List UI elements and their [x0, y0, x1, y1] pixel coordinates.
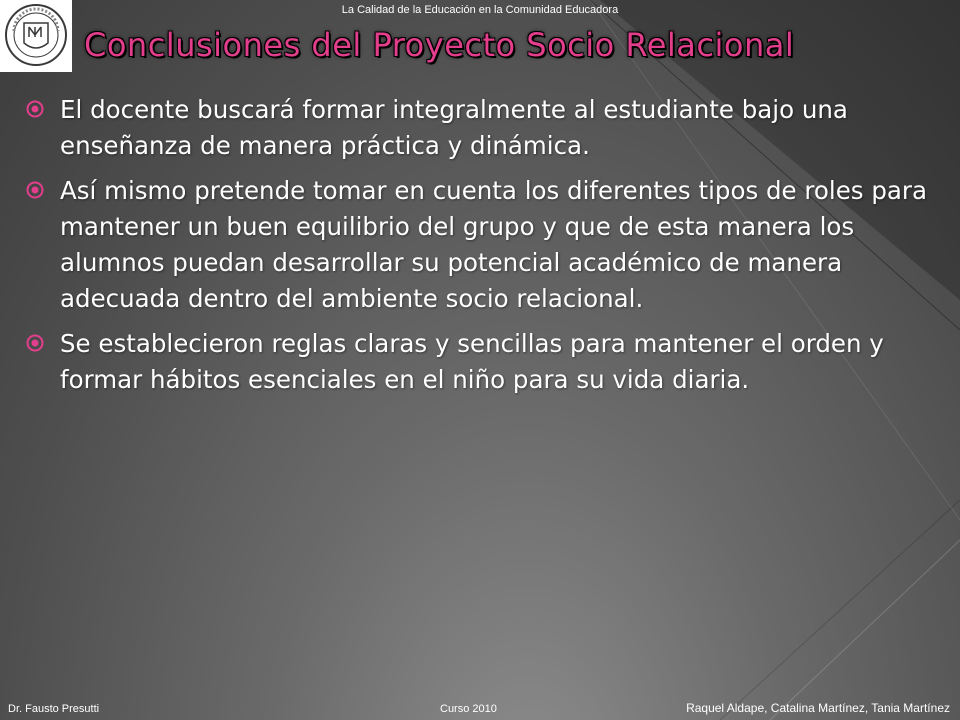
bullet-text: Se establecieron reglas claras y sencillas para mantener el orden y formar hábitos esenciales en el niño para su vida diaria.: [60, 329, 884, 394]
target-bullet-icon: [26, 181, 44, 199]
slide-title: Conclusiones del Proyecto Socio Relacional: [84, 26, 795, 64]
footer-students: Raquel Aldape, Catalina Martínez, Tania Martínez: [686, 701, 950, 715]
bullet-text: Así mismo pretende tomar en cuenta los diferentes tipos de roles para mantener un buen equilibrio del grupo y que de esta manera los alumnos puedan desarrollar su potencial académico de manera adecuada dentro del ambiente socio relacional.: [60, 176, 928, 313]
target-bullet-icon: [26, 100, 44, 118]
bullet-text: El docente buscará formar integralmente al estudiante bajo una enseñanza de manera práctica y dinámica.: [60, 95, 848, 160]
footer-course: Curso 2010: [440, 703, 497, 715]
bullet-item: [20, 92, 940, 164]
header-text: La Calidad de la Educación en la Comunidad Educadora: [341, 4, 619, 16]
bullet-item: [20, 326, 940, 398]
target-bullet-icon: [26, 334, 44, 352]
bullet-list: [20, 92, 940, 407]
bullet-item: [20, 173, 940, 317]
footer-author: Dr. Fausto Presutti: [8, 703, 100, 715]
